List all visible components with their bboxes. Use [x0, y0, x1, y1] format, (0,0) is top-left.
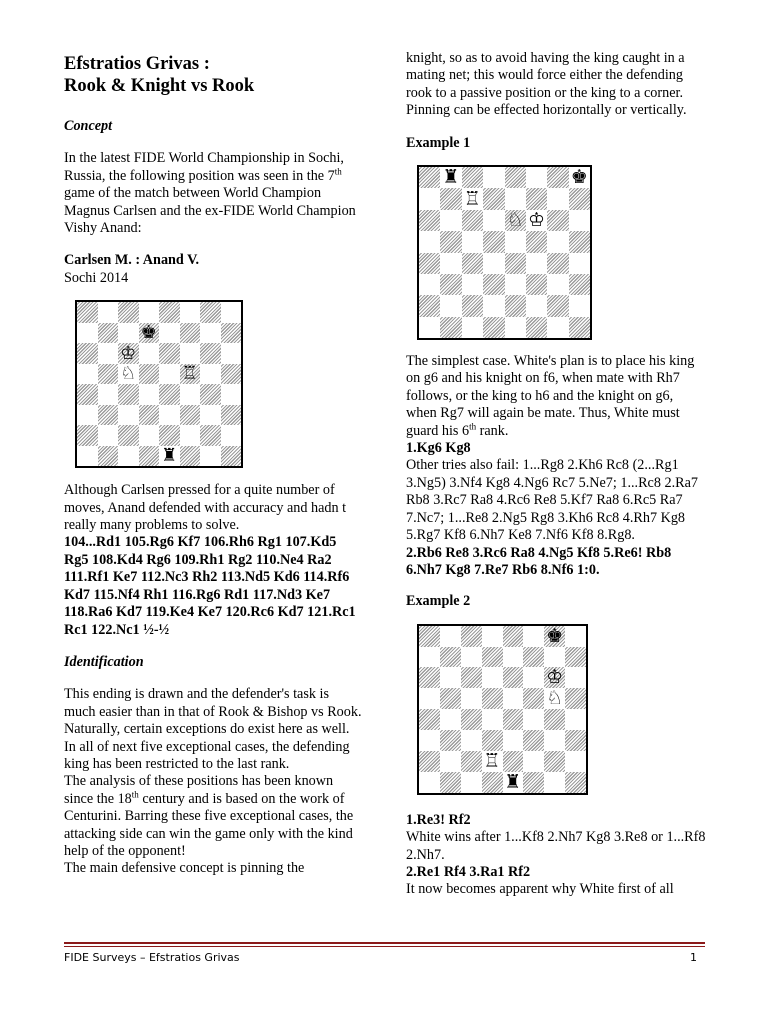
board-square-e2	[503, 751, 524, 772]
chess-piece-c6: ♔	[120, 342, 137, 364]
board-square-h8	[221, 302, 242, 323]
board-square-c6	[461, 667, 482, 688]
board-square-c8	[462, 167, 483, 188]
board-square-h5	[565, 688, 586, 709]
board-square-b6	[440, 210, 461, 231]
board-square-h3	[221, 405, 242, 426]
example-2-move-2: 2.Re1 Rf4 3.Ra1 Rf2	[406, 863, 531, 880]
board-square-c1	[118, 446, 139, 467]
board-square-h7	[569, 188, 590, 209]
board-square-f8	[180, 302, 201, 323]
board-square-b1	[440, 772, 461, 793]
board-square-d1	[482, 772, 503, 793]
board-square-f8	[526, 167, 547, 188]
board-square-e6	[505, 210, 526, 231]
chess-piece-h8: ♚	[570, 166, 588, 189]
left-column	[64, 0, 364, 878]
board-square-a5	[77, 364, 98, 385]
board-square-e4	[503, 709, 524, 730]
board-square-g6	[200, 343, 221, 364]
chess-piece-f6: ♔	[528, 208, 546, 231]
board-square-e1	[505, 317, 526, 338]
board-square-a4	[419, 253, 440, 274]
board-square-a6	[419, 667, 440, 688]
board-square-e3	[505, 274, 526, 295]
board-square-d5	[483, 231, 504, 252]
board-square-b4	[98, 384, 119, 405]
board-square-d4	[482, 709, 503, 730]
board-square-h8	[569, 167, 590, 188]
board-square-a5	[419, 688, 440, 709]
board-square-a4	[419, 709, 440, 730]
board-square-e2	[505, 295, 526, 316]
board-square-h5	[569, 231, 590, 252]
board-square-g7	[200, 323, 221, 344]
board-square-h5	[221, 364, 242, 385]
board-square-b6	[440, 667, 461, 688]
board-square-a7	[419, 188, 440, 209]
board-square-g3	[200, 405, 221, 426]
board-square-d1	[483, 317, 504, 338]
board-square-a2	[419, 295, 440, 316]
right-column	[406, 0, 706, 899]
board-square-a6	[419, 210, 440, 231]
example-2-move-1: 1.Re3! Rf2	[406, 811, 471, 828]
board-square-d1	[139, 446, 160, 467]
board-square-a1	[419, 772, 440, 793]
board-square-d3	[482, 730, 503, 751]
board-square-f1	[180, 446, 201, 467]
board-square-b4	[440, 709, 461, 730]
board-square-h3	[569, 274, 590, 295]
board-square-f3	[526, 274, 547, 295]
board-square-e2	[159, 425, 180, 446]
right-continuation: knight, so as to avoid having the king caught in a mating net; this would force either the defending rook to a passive position or the king to a corner. Pinning can be effected horizontally or vertically.	[406, 50, 687, 119]
board-square-d4	[139, 384, 160, 405]
board-square-h4	[569, 253, 590, 274]
concept-heading: Concept	[64, 118, 113, 134]
board-square-f5	[526, 231, 547, 252]
board-square-c7	[461, 647, 482, 668]
board-square-h7	[565, 647, 586, 668]
game-players: Carlsen M. : Anand V.	[64, 252, 200, 269]
board-square-h2	[221, 425, 242, 446]
board-square-c1	[462, 317, 483, 338]
board-square-c4	[461, 709, 482, 730]
board-square-g1	[544, 772, 565, 793]
board-square-e5	[505, 231, 526, 252]
board-square-g1	[200, 446, 221, 467]
intro-paragraph: In the latest FIDE World Championship in Sochi, Russia, the following position was seen in the 7th game of the match between World Champion Magnus Carlsen and the ex-FIDE World Champion Vishy Anand:	[64, 150, 356, 237]
board-square-b1	[98, 446, 119, 467]
board-square-f4	[523, 709, 544, 730]
board-square-d8	[139, 302, 160, 323]
board-square-g8	[547, 167, 568, 188]
article-title-line-1: Efstratios Grivas :	[64, 54, 210, 74]
board-square-a7	[77, 323, 98, 344]
board-square-a8	[419, 167, 440, 188]
board-square-h2	[565, 751, 586, 772]
identification-paragraph-4: The main defensive concept is pinning the	[64, 860, 305, 877]
board-square-a8	[419, 626, 440, 647]
board-square-f6	[180, 343, 201, 364]
board-square-f6	[526, 210, 547, 231]
board-square-b5	[98, 364, 119, 385]
board-square-d2	[482, 751, 503, 772]
chess-piece-d7: ♚	[140, 322, 157, 343]
chess-board-game	[75, 300, 243, 468]
board-square-c4	[118, 384, 139, 405]
board-square-f4	[526, 253, 547, 274]
board-square-a6	[77, 343, 98, 364]
board-square-c7	[462, 188, 483, 209]
board-square-d2	[483, 295, 504, 316]
board-square-f5	[180, 364, 201, 385]
board-square-a1	[419, 317, 440, 338]
board-square-c5	[461, 688, 482, 709]
game-moves: 104...Rd1 105.Rg6 Kf7 106.Rh6 Rg1 107.Kd5 Rg5 108.Kd4 Rg6 109.Rh1 Rg2 110.Ne4 Ra2 111.Rf1 Ke7 112.Nc3 Rh2 113.Nd5 Kd6 114.Rf6 Kd7 115.Nf4 Rh1 116.Rg6 Rd1 117.Nd3 Ke7 118.Ra6 Kd7 119.Ke4 Ke7 120.Rc6 Kd7 121.Rc1 Rc1 122.Nc1 ½-½	[64, 534, 356, 638]
board-square-d3	[139, 405, 160, 426]
article-title-line-2: Rook & Knight vs Rook	[64, 76, 255, 96]
board-square-g8	[200, 302, 221, 323]
board-square-g7	[547, 188, 568, 209]
board-square-g5	[200, 364, 221, 385]
board-square-f3	[180, 405, 201, 426]
chess-board-example-1	[417, 165, 592, 340]
board-square-g8	[544, 626, 565, 647]
board-square-e1	[159, 446, 180, 467]
board-square-h4	[221, 384, 242, 405]
chess-piece-g6: ♔	[546, 666, 564, 689]
example-2-text: White wins after 1...Kf8 2.Nh7 Kg8 3.Re8 or 1...Rf8 2.Nh7.	[406, 829, 706, 863]
board-square-h6	[221, 343, 242, 364]
board-square-d7	[139, 323, 160, 344]
board-square-b8	[440, 167, 461, 188]
identification-heading: Identification	[64, 653, 144, 670]
example-1-text: The simplest case. White's plan is to place his king on g6 and his knight on f6, when mate with Rh7 follows, or the king to h6 and the knight on g6, when Rg7 will again be mate. Thus, White must guard his 6th rank.	[406, 353, 695, 439]
board-square-c2	[118, 425, 139, 446]
after-board-paragraph: Although Carlsen pressed for a quite number of moves, Anand defended with accuracy and hadn t really many problems to solve.	[64, 482, 347, 534]
board-square-c3	[461, 730, 482, 751]
board-square-f7	[523, 647, 544, 668]
board-square-c6	[118, 343, 139, 364]
board-square-c4	[462, 253, 483, 274]
board-square-d5	[139, 364, 160, 385]
board-square-g4	[547, 253, 568, 274]
board-square-f2	[180, 425, 201, 446]
board-square-a2	[419, 751, 440, 772]
example-1-move-1: 1.Kg6 Kg8	[406, 440, 471, 457]
example-2-last-line: It now becomes apparent why White first of all	[406, 881, 674, 898]
board-square-e8	[505, 167, 526, 188]
board-square-g3	[544, 730, 565, 751]
board-square-a3	[419, 274, 440, 295]
board-square-a8	[77, 302, 98, 323]
board-square-c5	[118, 364, 139, 385]
chess-piece-b8: ♜	[442, 166, 460, 189]
board-square-c5	[462, 231, 483, 252]
board-square-a4	[77, 384, 98, 405]
board-square-e5	[503, 688, 524, 709]
board-square-d8	[483, 167, 504, 188]
board-square-d7	[483, 188, 504, 209]
identification-paragraph-3: The analysis of these positions has been known since the 18th century and is based on the work of Centurini. Barring these five exceptional cases, the attacking side can win the game only with the kind help of the opponent!	[64, 773, 354, 859]
board-square-b2	[98, 425, 119, 446]
identification-paragraph-1: This ending is drawn and the defender's task is much easier than in that of Rook & Bishop vs Rook.	[64, 686, 362, 720]
board-square-c8	[461, 626, 482, 647]
board-square-g5	[544, 688, 565, 709]
board-square-g3	[547, 274, 568, 295]
board-square-e7	[503, 647, 524, 668]
board-square-f3	[523, 730, 544, 751]
board-square-b2	[440, 295, 461, 316]
board-square-b3	[440, 730, 461, 751]
board-square-f4	[180, 384, 201, 405]
board-square-g6	[544, 667, 565, 688]
board-square-f6	[523, 667, 544, 688]
board-square-d3	[483, 274, 504, 295]
board-square-e6	[159, 343, 180, 364]
board-square-d6	[139, 343, 160, 364]
footer-rule-thin	[64, 946, 705, 947]
board-square-b8	[440, 626, 461, 647]
chess-piece-d2: ♖	[483, 749, 501, 772]
board-square-b4	[440, 253, 461, 274]
identification-paragraph-2: Naturally, certain exceptions do exist here as well. In all of next five exceptional cases, the defending king has been restricted to the last rank.	[64, 721, 350, 772]
board-square-g2	[547, 295, 568, 316]
board-square-h6	[569, 210, 590, 231]
board-square-f1	[523, 772, 544, 793]
board-square-b7	[440, 647, 461, 668]
board-square-e7	[159, 323, 180, 344]
board-square-a1	[77, 446, 98, 467]
example-1-main-line: 2.Rb6 Re8 3.Rc6 Ra8 4.Ng5 Kf8 5.Re6! Rb8 6.Nh7 Kg8 7.Re7 Rb6 8.Nf6 1:0.	[406, 544, 672, 578]
board-square-b1	[440, 317, 461, 338]
board-square-a3	[419, 730, 440, 751]
board-square-e7	[505, 188, 526, 209]
board-square-c2	[462, 295, 483, 316]
game-event: Sochi 2014	[64, 269, 129, 286]
board-square-c3	[462, 274, 483, 295]
board-square-h2	[569, 295, 590, 316]
board-square-g7	[544, 647, 565, 668]
page-number: 1	[690, 951, 697, 964]
example-1-heading: Example 1	[406, 134, 471, 151]
chess-piece-f5: ♖	[181, 363, 198, 384]
footer-title: FIDE Surveys – Efstratios Grivas	[64, 951, 240, 964]
board-square-g2	[200, 425, 221, 446]
board-square-c2	[461, 751, 482, 772]
board-square-c8	[118, 302, 139, 323]
board-square-g4	[200, 384, 221, 405]
board-square-g5	[547, 231, 568, 252]
chess-piece-g5: ♘	[546, 687, 564, 710]
board-square-e5	[159, 364, 180, 385]
board-square-b2	[440, 751, 461, 772]
board-square-e4	[159, 384, 180, 405]
example-1-other-tries: Other tries also fail: 1...Rg8 2.Kh6 Rc8 (2...Rg1 3.Ng5) 3.Nf4 Kg8 4.Ng6 Rc7 5.Ne7; 1...Rc8 2.Ra7 Rb8 3.Rc7 Ra8 4.Rc6 Re8 5.Kf7 Ra8 6.Rc5 Ra7 7.Nc7; 1...Re8 2.Ng5 Rg8 3.Kh6 Rc8 4.Rh7 Kg8 5.Rg7 Kf8 6.Nh7 Ke8 7.Nf6 Kf8 8.Rg8.	[406, 457, 698, 544]
board-square-h6	[565, 667, 586, 688]
board-square-g6	[547, 210, 568, 231]
board-square-f7	[180, 323, 201, 344]
board-square-e8	[503, 626, 524, 647]
board-square-b5	[440, 231, 461, 252]
board-square-h1	[569, 317, 590, 338]
board-square-e1	[503, 772, 524, 793]
board-square-a5	[419, 231, 440, 252]
board-square-e4	[505, 253, 526, 274]
footer-rule-thick	[64, 942, 705, 944]
board-square-b7	[98, 323, 119, 344]
board-square-h1	[221, 446, 242, 467]
board-square-b5	[440, 688, 461, 709]
board-square-h7	[221, 323, 242, 344]
board-square-h1	[565, 772, 586, 793]
board-square-a2	[77, 425, 98, 446]
board-square-d4	[483, 253, 504, 274]
board-square-g1	[547, 317, 568, 338]
chess-piece-e1: ♜	[504, 770, 522, 793]
board-square-f5	[523, 688, 544, 709]
board-square-h4	[565, 709, 586, 730]
board-square-d7	[482, 647, 503, 668]
board-square-b8	[98, 302, 119, 323]
board-square-e3	[503, 730, 524, 751]
board-square-f7	[526, 188, 547, 209]
board-square-h8	[565, 626, 586, 647]
board-square-c7	[118, 323, 139, 344]
board-square-c6	[462, 210, 483, 231]
board-square-f8	[523, 626, 544, 647]
chess-piece-e6: ♘	[506, 208, 524, 231]
board-square-a3	[77, 405, 98, 426]
board-square-f2	[526, 295, 547, 316]
board-square-b3	[98, 405, 119, 426]
example-2-heading: Example 2	[406, 593, 471, 610]
chess-piece-g8: ♚	[546, 624, 564, 647]
board-square-g4	[544, 709, 565, 730]
board-square-f1	[526, 317, 547, 338]
board-square-e8	[159, 302, 180, 323]
board-square-g2	[544, 751, 565, 772]
chess-piece-e1: ♜	[161, 445, 178, 466]
board-square-c3	[118, 405, 139, 426]
board-square-d2	[139, 425, 160, 446]
board-square-d6	[483, 210, 504, 231]
board-square-b3	[440, 274, 461, 295]
board-square-e3	[159, 405, 180, 426]
chess-board-example-2	[417, 624, 588, 795]
board-square-b7	[440, 188, 461, 209]
chess-piece-c7: ♖	[463, 187, 481, 210]
board-square-a7	[419, 647, 440, 668]
board-square-c1	[461, 772, 482, 793]
board-square-d6	[482, 667, 503, 688]
board-square-d5	[482, 688, 503, 709]
board-square-h3	[565, 730, 586, 751]
board-square-e6	[503, 667, 524, 688]
board-square-b6	[98, 343, 119, 364]
board-square-f2	[523, 751, 544, 772]
board-square-d8	[482, 626, 503, 647]
chess-piece-c5: ♘	[120, 363, 137, 384]
